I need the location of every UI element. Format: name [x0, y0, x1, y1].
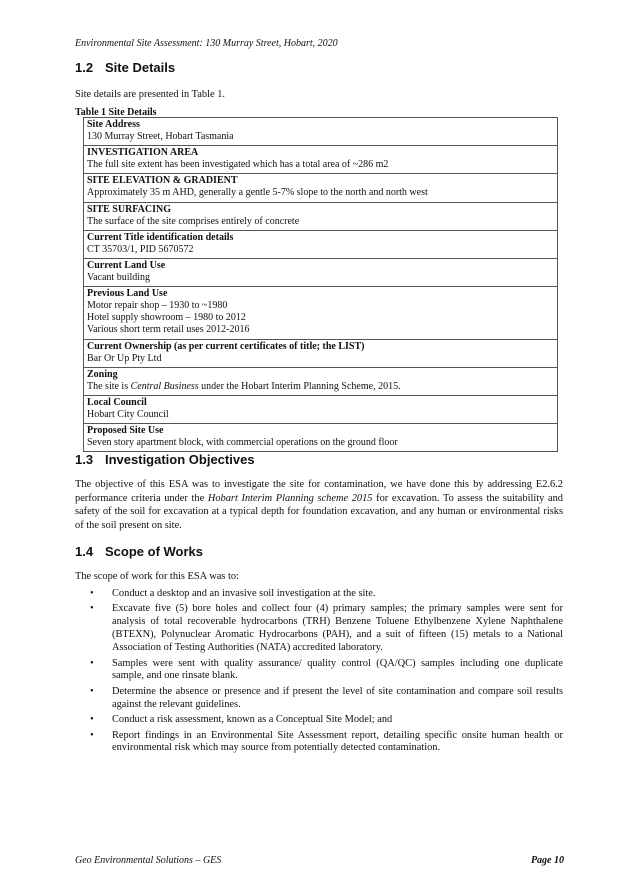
row-value: Hobart City Council — [87, 408, 169, 420]
section-heading-scope-of-works — [75, 544, 203, 559]
table-cell — [84, 202, 558, 230]
table-row — [84, 339, 558, 367]
table-cell — [84, 395, 558, 423]
row-value: Bar Or Up Pty Ltd — [87, 352, 162, 364]
table-row — [84, 287, 558, 339]
list-item-text: Report findings in an Environmental Site Assessment report, detailing specific onsite human health or environmental risk which may source from potentially detected contamination. — [112, 729, 563, 754]
section-number: 1.4 — [75, 544, 94, 559]
list-item — [75, 686, 563, 712]
site-details-intro: Site details are presented in Table 1. — [75, 89, 225, 100]
section-title: Investigation Objectives — [105, 452, 255, 467]
table-cell — [84, 258, 558, 286]
zoning-text: under the Hobart Interim Planning Scheme, 2015. — [198, 380, 401, 392]
zoning-text: The site is — [87, 380, 131, 392]
row-value: Various short term retail uses 2012-2016 — [87, 324, 250, 336]
table-row — [84, 174, 558, 202]
list-item-text: Conduct a desktop and an invasive soil investigation at the site. — [112, 588, 376, 599]
section-title: Scope of Works — [105, 544, 204, 559]
row-title: Local Council — [87, 396, 147, 408]
zone-name: Central Business — [130, 380, 199, 392]
running-header: Environmental Site Assessment: 130 Murray Street, Hobart, 2020 — [75, 38, 338, 49]
row-title: SITE SURFACING — [87, 203, 171, 215]
list-item-text: Determine the absence or presence and if present the level of site contamination and compare soil results against the relevant guidelines. — [112, 685, 563, 710]
row-title: Proposed Site Use — [87, 425, 164, 437]
table-cell — [84, 424, 558, 452]
section-title: Site Details — [105, 60, 176, 75]
row-value: Seven story apartment block, with commercial operations on the ground floor — [87, 437, 398, 449]
table-cell — [84, 287, 558, 339]
list-item-text: Samples were sent with quality assurance/ quality control (QA/QC) samples including one duplicate sample, and one rinsate blank. — [112, 657, 563, 682]
footer-company: Geo Environmental Solutions – GES — [75, 855, 222, 866]
row-title: INVESTIGATION AREA — [87, 147, 199, 159]
row-title: Previous Land Use — [87, 288, 168, 300]
row-value: 130 Murray Street, Hobart Tasmania — [87, 131, 234, 143]
scope-intro: The scope of work for this ESA was to: — [75, 571, 239, 582]
list-item-text: Conduct a risk assessment, known as a Conceptual Site Model; and — [112, 714, 393, 726]
list-item — [75, 588, 563, 601]
table-cell — [84, 146, 558, 174]
table-row — [84, 202, 558, 230]
bullet-icon: • — [90, 714, 94, 726]
row-value — [87, 381, 554, 393]
site-details-table — [83, 117, 558, 452]
table-row — [84, 258, 558, 286]
row-value: Approximately 35 m AHD, generally a gentle 5-7% slope to the north and north west — [87, 187, 428, 199]
section-heading-site-details — [75, 60, 175, 75]
scope-list — [75, 588, 563, 758]
bullet-icon: • — [90, 603, 94, 615]
list-item — [75, 658, 563, 684]
bullet-icon: • — [90, 657, 94, 669]
section-heading-investigation-objectives — [75, 452, 255, 467]
table-caption: Table 1 Site Details — [75, 107, 157, 118]
objectives-paragraph — [75, 478, 563, 532]
table-cell — [84, 230, 558, 258]
list-item-text: Excavate five (5) bore holes and collect four (4) primary samples; the primary samples were sent for analysis of total recoverable hydrocarbons (TRH) Benzene Toluene Ethylbenzene Xylene Naphthalene (BTEXN), Polynuclear Aromatic Hydrocarbons (PAH), and a suit of fifteen (15) metals to a National Association of Testing Authorities (NATA) accredited laboratory. — [112, 603, 563, 654]
row-title: Site Address — [87, 119, 140, 130]
row-value: CT 35703/1, PID 5670572 — [87, 243, 194, 255]
table-row — [84, 230, 558, 258]
row-value: Motor repair shop – 1930 to ~1980 — [87, 300, 228, 312]
table-cell — [84, 339, 558, 367]
table-row — [84, 424, 558, 452]
table-row — [84, 395, 558, 423]
list-item — [75, 730, 563, 756]
planning-scheme-reference: Hobart Interim Planning scheme 2015 — [207, 492, 373, 504]
row-title: SITE ELEVATION & GRADIENT — [87, 175, 238, 187]
row-value: Hotel supply showroom – 1980 to 2012 — [87, 312, 246, 324]
row-title: Current Ownership (as per current certificates of title; the LIST) — [87, 340, 365, 352]
row-title: Current Title identification details — [87, 231, 234, 243]
bullet-icon: • — [90, 588, 94, 599]
list-item — [75, 714, 563, 727]
table-row — [84, 367, 558, 395]
row-value: Vacant building — [87, 272, 151, 284]
objectives-text-a: The objective of this ESA was to investigate the site for contamination, we have done this by addressing E2.6.2 performance criteria under the — [75, 479, 563, 504]
table-row — [84, 146, 558, 174]
section-number: 1.2 — [75, 60, 94, 75]
page-number: Page 10 — [530, 855, 564, 866]
row-title: Zoning — [87, 368, 118, 380]
bullet-icon: • — [90, 685, 94, 697]
bullet-icon: • — [90, 729, 94, 741]
table-row — [84, 118, 558, 146]
section-number: 1.3 — [75, 452, 94, 467]
list-item — [75, 603, 563, 655]
row-value: The full site extent has been investigated which has a total area of ~286 m2 — [87, 159, 389, 171]
row-title: Current Land Use — [87, 259, 166, 271]
row-value: The surface of the site comprises entirely of concrete — [87, 215, 300, 227]
table-cell — [84, 118, 558, 146]
objectives-text-b: for excavation. To assess the suitability and safety of the soil for excavation at a typical depth for foundation excavation, and any human or environmental risks of the soil present on site. — [75, 492, 563, 531]
table-cell — [84, 367, 558, 395]
table-cell — [84, 174, 558, 202]
